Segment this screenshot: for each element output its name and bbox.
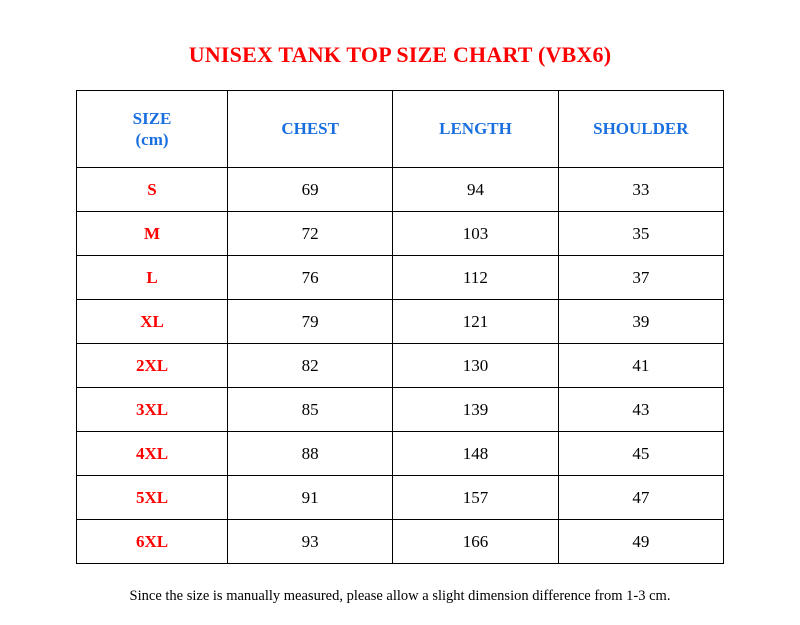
cell-length: 148 (393, 432, 558, 476)
table-row (77, 212, 724, 256)
cell-chest: 85 (228, 388, 393, 432)
column-header-shoulder: SHOULDER (558, 91, 723, 168)
cell-length: 157 (393, 476, 558, 520)
cell-size: 2XL (77, 344, 228, 388)
size-chart-table-wrapper (76, 90, 724, 564)
column-header-chest: CHEST (228, 91, 393, 168)
cell-length: 103 (393, 212, 558, 256)
measurement-footnote: Since the size is manually measured, please allow a slight dimension difference from 1-3 cm. (129, 588, 671, 604)
cell-shoulder: 39 (558, 300, 723, 344)
cell-shoulder: 33 (558, 168, 723, 212)
cell-shoulder: 43 (558, 388, 723, 432)
table-header (77, 91, 724, 168)
table-row (77, 300, 724, 344)
column-header-length: LENGTH (393, 91, 558, 168)
cell-length: 166 (393, 520, 558, 564)
cell-chest: 93 (228, 520, 393, 564)
cell-length: 139 (393, 388, 558, 432)
table-row (77, 388, 724, 432)
cell-shoulder: 41 (558, 344, 723, 388)
cell-size: XL (77, 300, 228, 344)
cell-chest: 79 (228, 300, 393, 344)
table-body (77, 168, 724, 564)
table-row (77, 520, 724, 564)
cell-chest: 88 (228, 432, 393, 476)
cell-size: 3XL (77, 388, 228, 432)
cell-chest: 69 (228, 168, 393, 212)
table-row (77, 256, 724, 300)
cell-size: 6XL (77, 520, 228, 564)
column-header-size-line1: SIZE (132, 108, 172, 128)
cell-length: 112 (393, 256, 558, 300)
table-row (77, 344, 724, 388)
cell-shoulder: 47 (558, 476, 723, 520)
cell-shoulder: 35 (558, 212, 723, 256)
column-header-size (77, 91, 228, 168)
cell-chest: 76 (228, 256, 393, 300)
cell-chest: 82 (228, 344, 393, 388)
cell-length: 94 (393, 168, 558, 212)
cell-shoulder: 37 (558, 256, 723, 300)
cell-chest: 91 (228, 476, 393, 520)
cell-size: L (77, 256, 228, 300)
table-row (77, 432, 724, 476)
cell-length: 130 (393, 344, 558, 388)
cell-size: M (77, 212, 228, 256)
column-header-size-line2: (cm) (135, 130, 169, 149)
size-chart-table (76, 90, 724, 564)
page-title: UNISEX TANK TOP SIZE CHART (VBX6) (188, 42, 612, 67)
table-header-row (77, 91, 724, 168)
cell-chest: 72 (228, 212, 393, 256)
table-row (77, 476, 724, 520)
cell-shoulder: 49 (558, 520, 723, 564)
cell-size: 4XL (77, 432, 228, 476)
cell-shoulder: 45 (558, 432, 723, 476)
cell-length: 121 (393, 300, 558, 344)
cell-size: S (77, 168, 228, 212)
cell-size: 5XL (77, 476, 228, 520)
table-row (77, 168, 724, 212)
